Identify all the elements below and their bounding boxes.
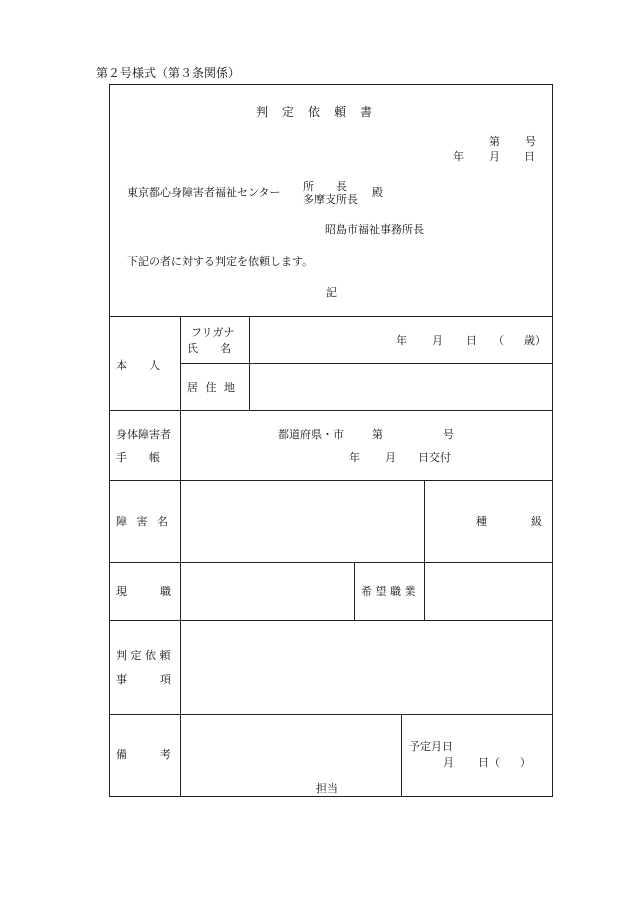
grade-label: 種 級 (476, 515, 542, 528)
age-open: （ (493, 334, 504, 347)
handbook-number-suffix: 号 (443, 428, 454, 441)
scheduled-label: 予定月日 (409, 740, 453, 753)
furigana-label: フリガナ (191, 326, 235, 339)
form-number: 第２号様式（第３条関係） (96, 66, 241, 80)
disability-field[interactable] (182, 482, 422, 561)
person-label: 本 人 (116, 359, 160, 372)
request-items-field[interactable] (182, 622, 551, 713)
desired-occupation-field[interactable] (426, 564, 551, 619)
name-label: 氏 名 (187, 342, 231, 355)
scheduled-month: 月 (443, 756, 454, 769)
addressee-center: 東京都心身障害者福祉センター (127, 186, 281, 199)
handbook-issue-day: 日交付 (418, 451, 451, 464)
handbook-number-prefix: 第 (372, 428, 383, 441)
handbook-issue-year: 年 (349, 451, 360, 464)
request-text: 下記の者に対する判定を依頼します。 (127, 255, 314, 268)
name-field[interactable] (251, 318, 391, 362)
current-occupation-label: 現 職 (116, 585, 171, 598)
handbook-prefecture-city: 都道府県・市 (278, 428, 344, 441)
age-unit: 歳） (524, 334, 546, 347)
desired-occupation-label: 希 望 職 業 (361, 585, 416, 598)
note-heading: 記 (326, 286, 337, 299)
staff-label: 担当 (316, 782, 338, 795)
addressee-director-top: 所 長 (303, 180, 347, 193)
birth-month: 月 (432, 334, 443, 347)
remarks-label: 備 考 (116, 748, 171, 761)
number-suffix: 号 (525, 135, 536, 148)
handbook-label-line2: 手 帳 (116, 451, 160, 464)
number-prefix: 第 (489, 135, 500, 148)
scheduled-day: 日（ (478, 756, 500, 769)
handbook-label-line1: 身体障害者 (116, 428, 171, 441)
date-month: 月 (489, 150, 500, 163)
addressee-honorific: 殿 (372, 186, 383, 199)
request-items-label-line2: 事 項 (116, 673, 171, 686)
request-items-label-line1: 判 定 依 頼 (116, 649, 171, 662)
handbook-issue-month: 月 (385, 451, 396, 464)
date-day: 日 (524, 150, 535, 163)
address-label: 居 住 地 (187, 381, 237, 394)
form-title: 判 定 依 頼 書 (256, 105, 374, 119)
disability-label: 障 害 名 (116, 515, 171, 528)
birth-day: 日 (466, 334, 477, 347)
sender: 昭島市福祉事務所長 (325, 223, 424, 236)
birth-year: 年 (396, 334, 407, 347)
address-field[interactable] (251, 365, 551, 409)
addressee-director-bottom: 多摩支所長 (303, 193, 358, 206)
remarks-field[interactable] (182, 716, 399, 776)
date-year: 年 (453, 150, 464, 163)
scheduled-close: ） (520, 756, 531, 769)
current-occupation-field[interactable] (182, 564, 352, 619)
